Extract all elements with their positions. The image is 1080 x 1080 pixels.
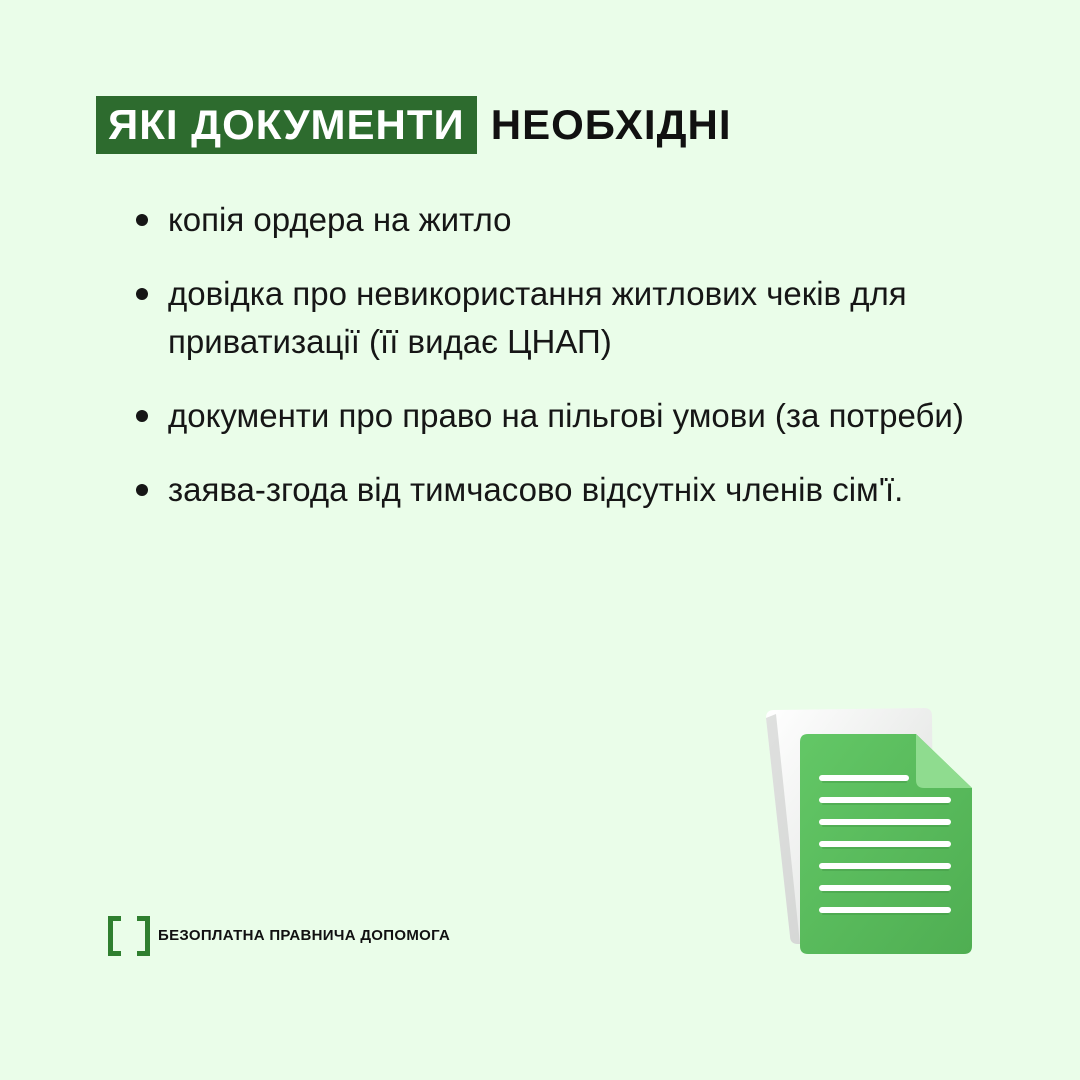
list-item-text: копія ордера на житло [168, 201, 512, 238]
list-item [136, 270, 996, 366]
page-title [96, 96, 732, 154]
bullet-icon [136, 288, 148, 300]
document-icon [756, 700, 986, 970]
list-item-text: заява-згода від тимчасово відсутніх членів сім'ї. [168, 471, 904, 508]
list-item [136, 196, 996, 244]
brand-footer [108, 916, 450, 954]
bullet-icon [136, 410, 148, 422]
list-item [136, 392, 996, 440]
bullet-icon [136, 214, 148, 226]
title-rest: НЕОБХІДНІ [490, 101, 732, 148]
list-item-text: довідка про невикористання житлових чеків для приватизації (її видає ЦНАП) [168, 275, 907, 360]
documents-list [136, 196, 996, 540]
list-item-text: документи про право на пільгові умови (за потреби) [168, 397, 964, 434]
brand-name: БЕЗОПЛАТНА ПРАВНИЧА ДОПОМОГА [158, 926, 451, 944]
bullet-icon [136, 484, 148, 496]
title-highlight: ЯКІ ДОКУМЕНТИ [96, 96, 477, 154]
list-item [136, 466, 996, 514]
brackets-logo-icon [108, 916, 150, 954]
